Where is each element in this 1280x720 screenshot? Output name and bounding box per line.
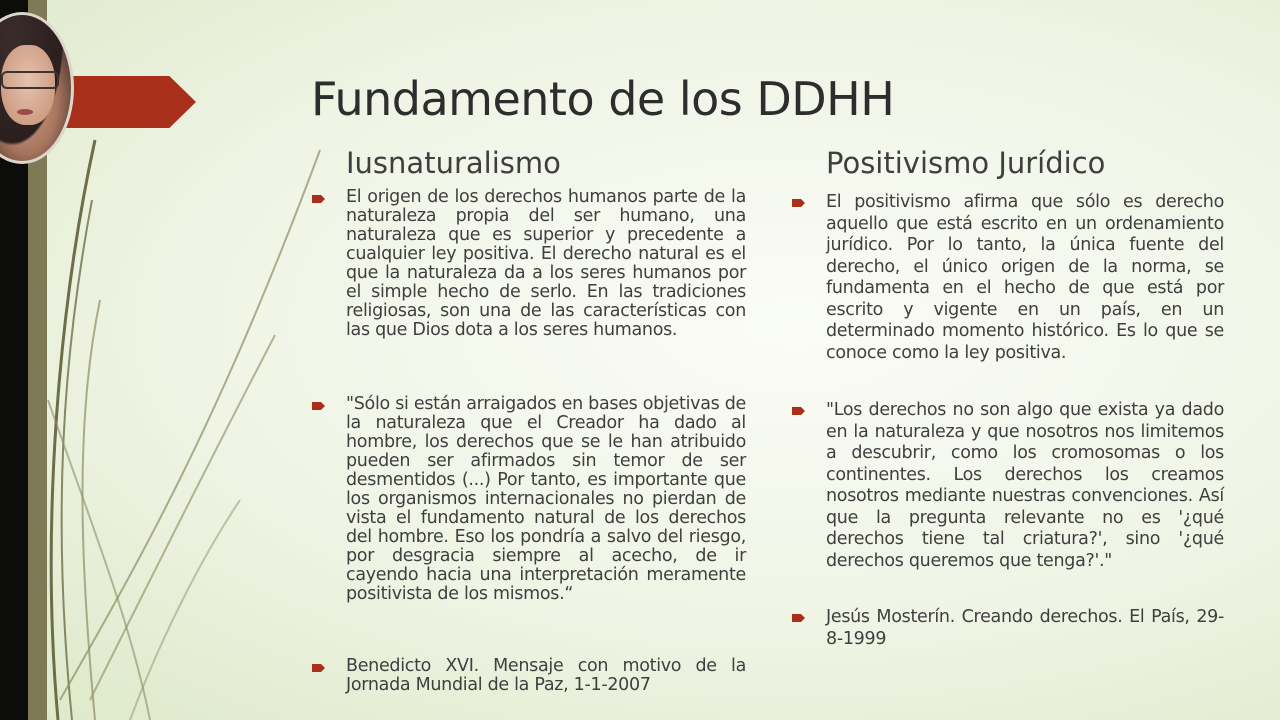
left-bullet-1-text: El origen de los derechos humanos parte de la naturaleza propia del ser humano, una naturaleza que es superior y precedente a cualquier ley positiva. El derecho natural es el que la naturaleza da a los seres humanos por el simple hecho de serlo. En las tradiciones religiosas, son una de las características con las que Dios dota a los seres humanos. xyxy=(346,187,746,340)
webcam-glasses xyxy=(1,71,59,89)
arrow-bullet-icon xyxy=(791,405,813,417)
webcam-mouth xyxy=(17,109,33,115)
left-column-heading: Iusnaturalismo xyxy=(346,146,561,180)
right-bullet-3-text: Jesús Mosterín. Creando derechos. El País, 29-8-1999 xyxy=(826,607,1224,649)
arrow-bullet-icon xyxy=(311,400,333,412)
right-bullet-2 xyxy=(791,400,1224,572)
right-column-heading: Positivismo Jurídico xyxy=(826,146,1106,180)
right-bullet-1 xyxy=(791,192,1224,364)
left-bullet-1 xyxy=(311,188,746,340)
arrow-bullet-icon xyxy=(791,197,813,209)
left-bullet-3 xyxy=(311,657,746,695)
right-bullet-2-text: "Los derechos no son algo que exista ya dado en la naturaleza y que nosotros nos limitemos a descubrir, como los cromosomas o los continentes. Los derechos los creamos nosotros mediante nuestras convenciones. Así que la pregunta relevante no es '¿qué derechos tiene tal criatura?', sino '¿qué derechos queremos que tenga?'." xyxy=(826,400,1224,571)
left-bullet-3-text: Benedicto XVI. Mensaje con motivo de la Jornada Mundial de la Paz, 1-1-2007 xyxy=(346,656,746,695)
presenter-webcam xyxy=(0,12,74,164)
arrow-bullet-icon xyxy=(311,662,333,674)
slide-title: Fundamento de los DDHH xyxy=(311,72,895,126)
right-bullet-3 xyxy=(791,607,1224,650)
left-bullet-2-text: "Sólo si están arraigados en bases objetivas de la naturaleza que el Creador ha dado al hombre, los derechos que se le han atribuido pueden ser afirmados sin temor de ser desmentidos (...) Por tanto, es importante que los organismos internacionales no pierdan de vista el fundamento natural de los derechos del hombre. Eso los pondría a salvo del riesgo, por desgracia siempre al acecho, de ir cayendo hacia una interpretación meramente positivista de los mismos.“ xyxy=(346,394,746,604)
arrow-bullet-icon xyxy=(791,612,813,624)
right-bullet-1-text: El positivismo afirma que sólo es derecho aquello que está escrito en un ordenamiento jurídico. Por lo tanto, la única fuente del derecho, el único origen de la norma, se fundamenta en el hecho de que está por escrito y vigente en un país, en un determinado momento histórico. Es lo que se conoce como la ley positiva. xyxy=(826,192,1224,363)
left-bullet-2 xyxy=(311,395,746,604)
arrow-bullet-icon xyxy=(311,193,333,205)
